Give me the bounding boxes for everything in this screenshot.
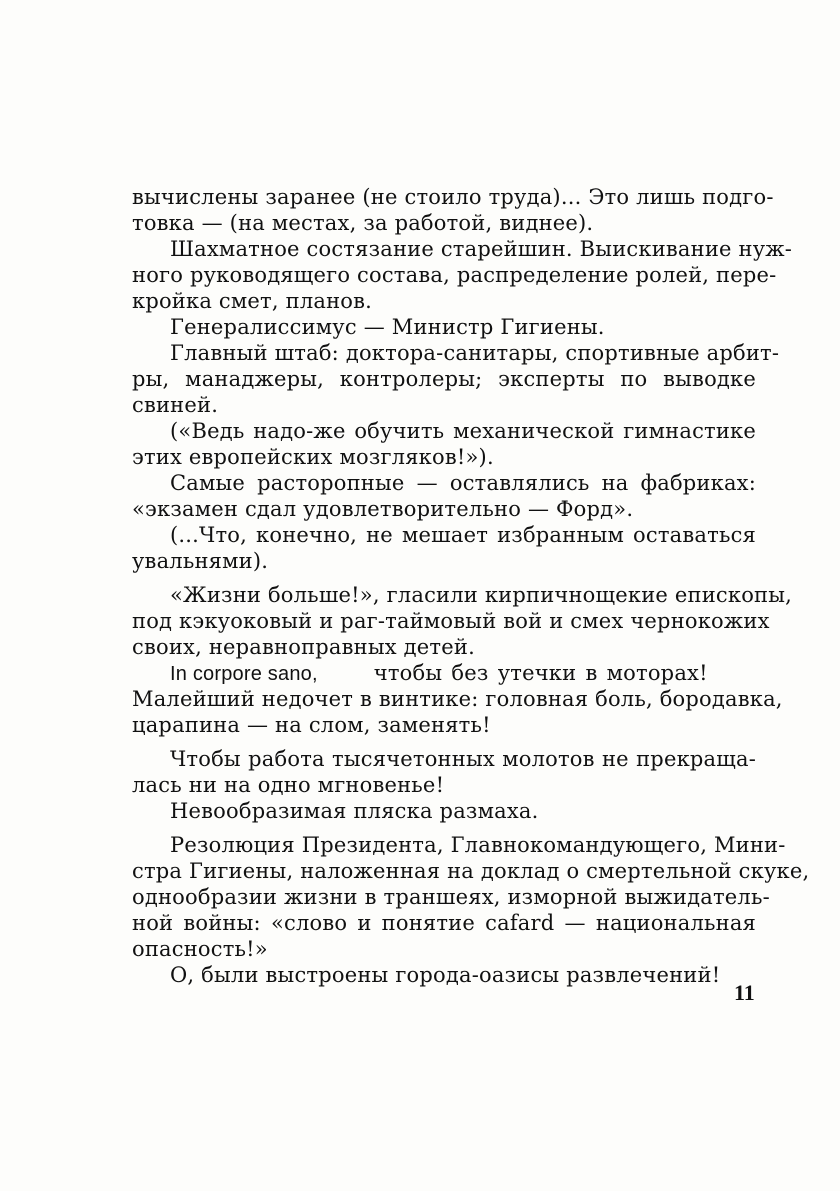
text-line: стра Гигиены, наложенная на доклад о смертельной скуке, [132,859,810,883]
text-line: однообразии жизни в траншеях, изморной выжидатель- [132,885,770,909]
text-line: Малейший недочет в винтике: головная боль, бородавка, [132,687,783,711]
text-line: («Ведь надо-же обучить механической гимнастике [170,419,756,443]
text-line: этих европейских мозгляков!»). [132,445,494,469]
latin-phrase: In corpore sano, [170,663,318,685]
text-line: «Жизни больше!», гласили кирпичнощекие епископы, [170,583,793,607]
text-line: О, были выстроены города-оазисы развлечений! [170,963,721,987]
text-line: Резолюция Президента, Главнокомандующего, Мини- [170,833,786,857]
text-line: ного руководящего состава, распределение ролей, пере- [132,263,777,287]
text-line: лась ни на одно мгновенье! [132,773,445,797]
text-line: вычислены заранее (не стоило труда)... Это лишь подго- [132,185,774,209]
text-line: Шахматное состязание старейшин. Выискивание нуж- [170,237,793,261]
text-line: Самые расторопные — оставлялись на фабриках: [170,471,756,495]
text-line: опасность!» [132,937,268,961]
main-text [132,184,810,988]
text-line: под кэкуоковый и раг-таймовый вой и смех чернокожих [132,609,770,633]
text-line: ной войны: «слово и понятие cafard — национальная [132,911,756,935]
text-fragment: чтобы без утечки в моторах! [373,661,708,685]
text-line: ры, манаджеры, контролеры; эксперты по выводке [132,367,756,391]
paragraph-gap [132,824,756,832]
text-line: увальнями). [132,549,269,573]
paragraph-gap [132,738,756,746]
text-line: (...Что, конечно, не мешает избранным оставаться [170,523,756,547]
page-number: 11 [734,980,755,1005]
paragraph-gap [132,574,756,582]
text-line: кройка смет, планов. [132,289,373,313]
text-line: царапина — на слом, заменять! [132,713,491,737]
text-line: товка — (на местах, за работой, виднее). [132,211,594,235]
text-line: своих, неравноправных детей. [132,635,475,659]
text-line: Невообразимая пляска размаха. [170,799,539,823]
text-line: Чтобы работа тысячетонных молотов не прекраща- [170,747,756,771]
text-line: Генералиссимус — Министр Гигиены. [170,315,605,339]
text-line: Главный штаб: доктора-санитары, спортивные арбит- [170,341,780,365]
text-line: свиней. [132,393,219,417]
text-line: «экзамен сдал удовлетворительно — Форд». [132,497,634,521]
text-line-split [132,660,756,686]
